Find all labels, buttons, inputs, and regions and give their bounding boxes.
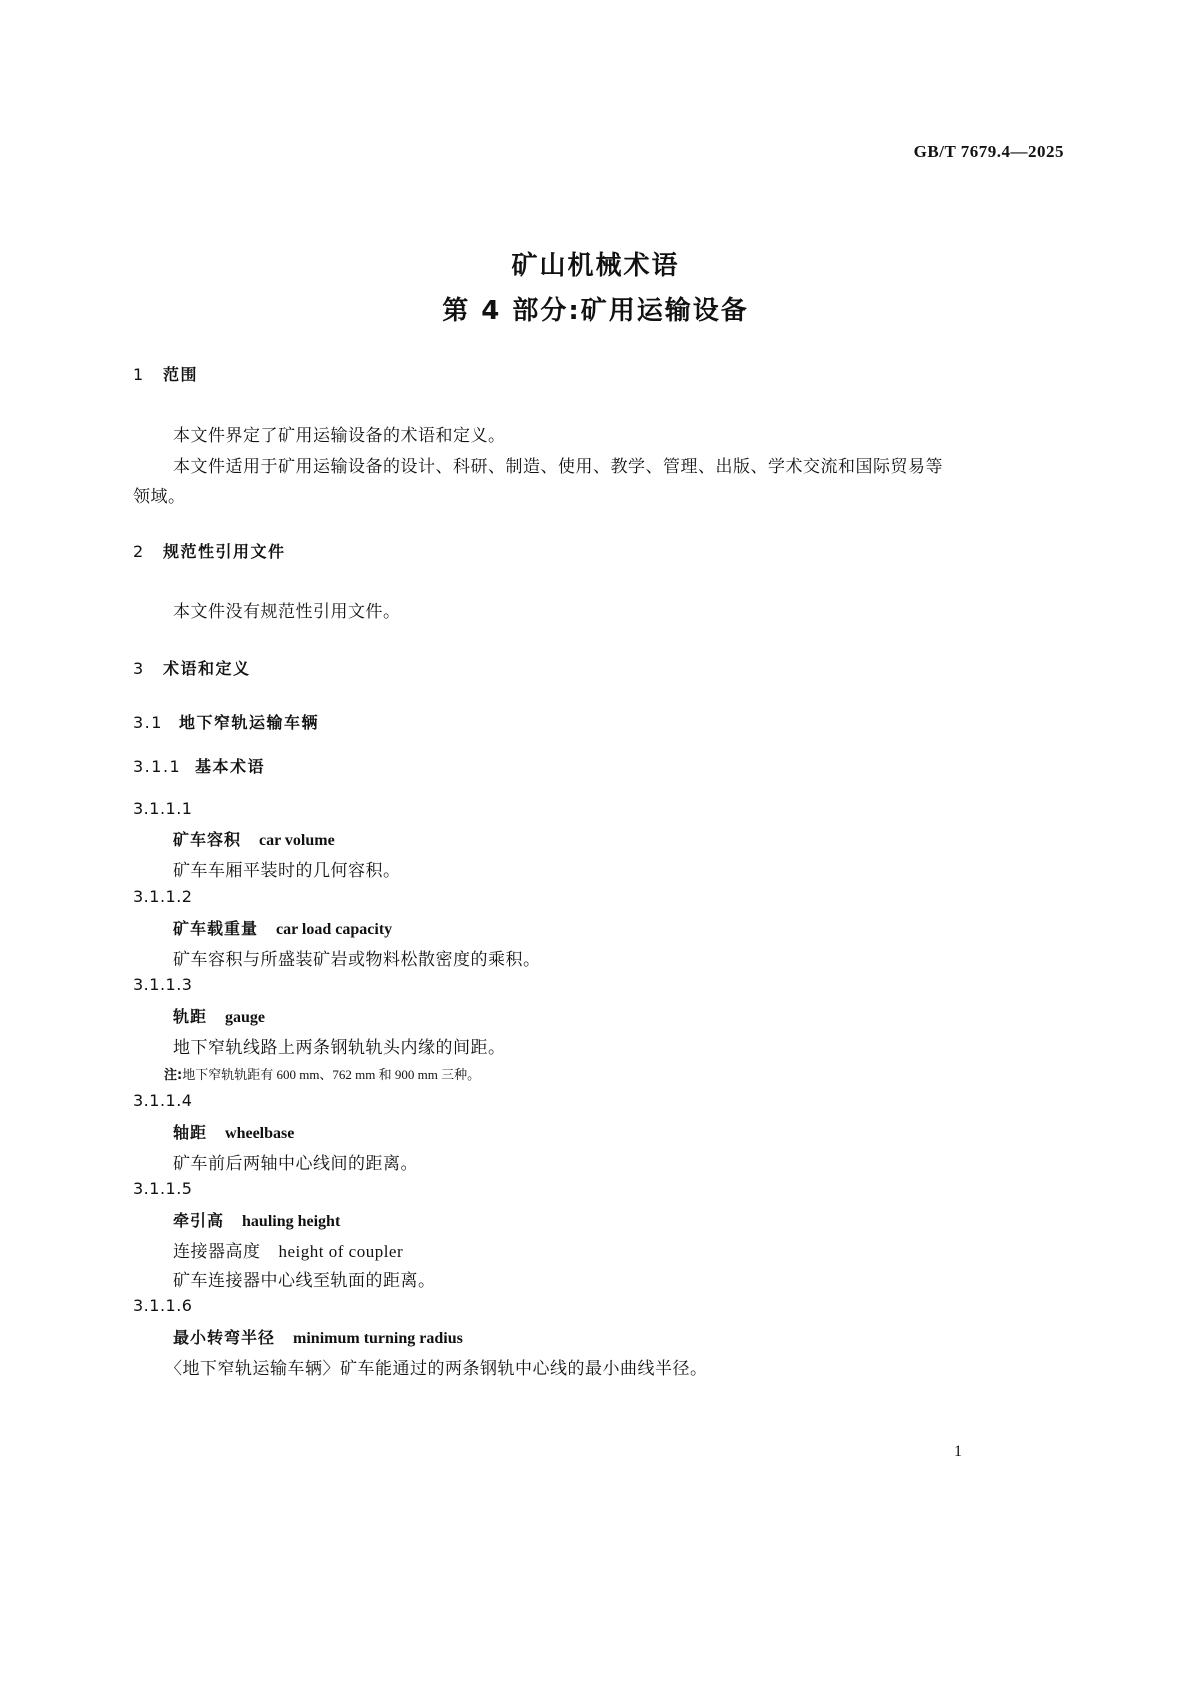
term-number: 3.1.1.6: [133, 1296, 193, 1315]
section-number: 1: [133, 365, 145, 384]
term-number: 3.1.1.4: [133, 1091, 193, 1110]
term-definition: 〈地下窄轨运输车辆〉矿车能通过的两条钢轨中心线的最小曲线半径。: [165, 1359, 708, 1378]
scope-paragraph-2: 本文件适用于矿用运输设备的设计、科研、制造、使用、教学、管理、出版、学术交流和国际贸易等: [173, 457, 943, 476]
document-code: GB/T 7679.4—2025: [913, 142, 1064, 161]
section-heading-scope: [133, 362, 198, 385]
subsection-title: 地下窄轨运输车辆: [179, 713, 320, 732]
section-title: 术语和定义: [163, 659, 251, 678]
term-definition: 矿车容积与所盛装矿岩或物料松散密度的乘积。: [173, 950, 541, 969]
section-number: 2: [133, 542, 145, 561]
section-number: 3: [133, 659, 145, 678]
subsection-number: 3.1.1: [133, 757, 182, 776]
subsection-number: 3.1: [133, 713, 163, 732]
term-entry: [173, 1004, 265, 1027]
section-heading-normative-refs: [133, 539, 286, 562]
term-chinese: 轴距: [173, 1123, 208, 1142]
term-entry: [173, 1120, 294, 1143]
scope-paragraph-2-cont: 领域。: [133, 487, 186, 506]
section-title: 规范性引用文件: [163, 542, 286, 561]
normative-refs-paragraph: 本文件没有规范性引用文件。: [173, 602, 401, 621]
note-text: 地下窄轨轨距有 600 mm、762 mm 和 900 mm 三种。: [182, 1067, 481, 1082]
term-entry: [173, 1208, 340, 1231]
subsection-heading-3-1: [133, 710, 319, 733]
term-chinese: 牵引高: [173, 1211, 225, 1230]
term-definition: 矿车连接器中心线至轨面的距离。: [173, 1271, 436, 1290]
page-number: 1: [954, 1443, 962, 1460]
document-title: 矿山机械术语: [511, 251, 680, 281]
term-chinese: 最小转弯半径: [173, 1328, 276, 1347]
subsection-title: 基本术语: [195, 757, 266, 776]
term-english: car volume: [259, 832, 335, 849]
synonym-english: height of coupler: [278, 1242, 404, 1261]
term-note: [164, 1064, 480, 1083]
term-number: 3.1.1.2: [133, 887, 193, 906]
term-entry: [173, 827, 335, 850]
subsection-heading-3-1-1: [133, 754, 265, 777]
scope-paragraph-1: 本文件界定了矿用运输设备的术语和定义。: [173, 426, 506, 445]
term-number: 3.1.1.1: [133, 799, 193, 818]
term-english: car load capacity: [276, 921, 393, 938]
document-subtitle: 第 4 部分:矿用运输设备: [442, 296, 749, 326]
section-heading-terms: [133, 656, 251, 679]
synonym-chinese: 连接器高度: [173, 1242, 261, 1261]
term-english: hauling height: [242, 1213, 341, 1230]
term-entry: [173, 916, 392, 939]
term-english: minimum turning radius: [293, 1330, 463, 1347]
term-synonym: [173, 1237, 403, 1262]
section-title: 范围: [163, 365, 199, 384]
term-entry: [173, 1325, 463, 1348]
term-number: 3.1.1.3: [133, 975, 193, 994]
term-english: wheelbase: [225, 1125, 295, 1142]
note-label: 注:: [164, 1068, 183, 1083]
term-definition: 地下窄轨线路上两条钢轨轨头内缘的间距。: [173, 1038, 506, 1057]
term-number: 3.1.1.5: [133, 1179, 193, 1198]
term-definition: 矿车前后两轴中心线间的距离。: [173, 1154, 418, 1173]
term-definition: 矿车车厢平装时的几何容积。: [173, 861, 401, 880]
term-chinese: 矿车载重量: [173, 919, 259, 938]
term-chinese: 轨距: [173, 1007, 208, 1026]
term-chinese: 矿车容积: [173, 830, 242, 849]
term-english: gauge: [225, 1009, 266, 1026]
